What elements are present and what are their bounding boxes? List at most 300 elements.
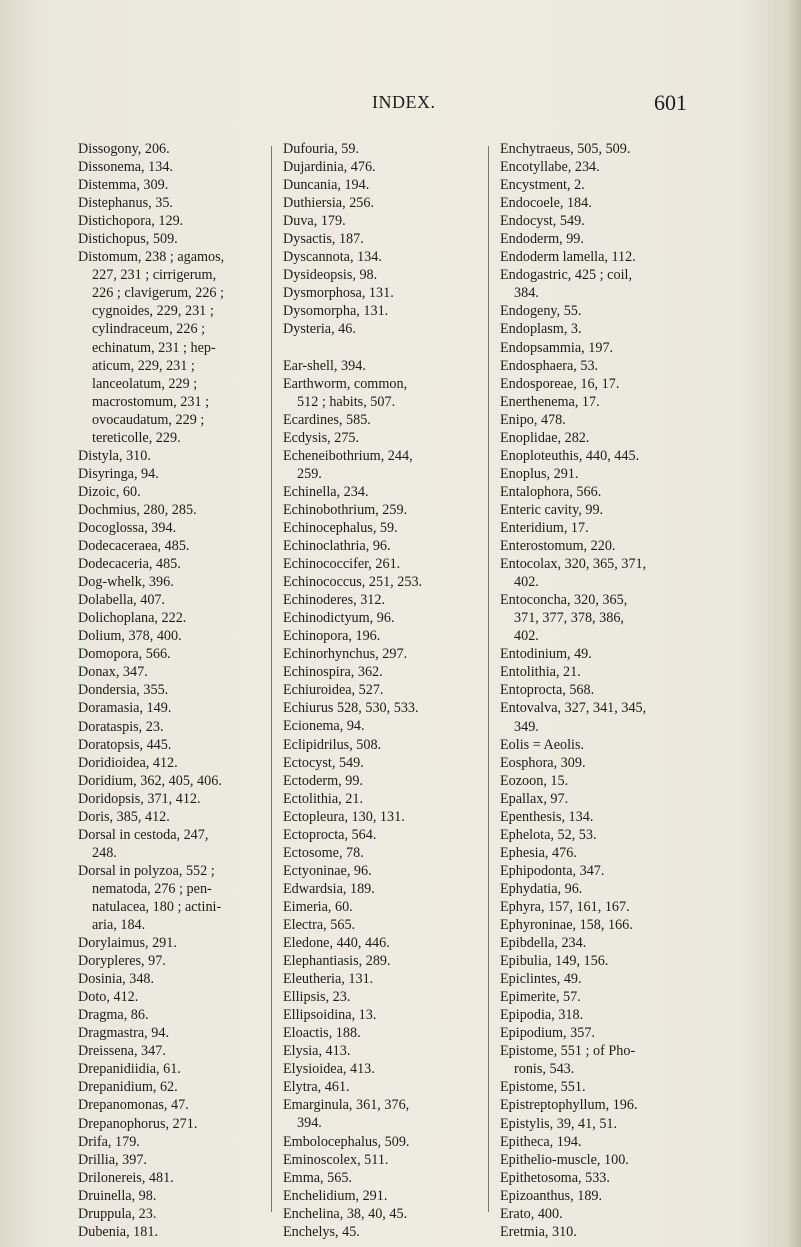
- index-entry-continuation: ovocaudatum, 229 ;: [92, 411, 205, 428]
- index-entry-text: Drifa, 179.: [78, 1133, 140, 1150]
- index-entry: [283, 826, 469, 844]
- index-entry-text: Echinopora, 196.: [283, 628, 381, 645]
- index-entry-text: Elysia, 413.: [283, 1043, 351, 1060]
- index-entry-text: Echiuroidea, 527.: [283, 682, 384, 699]
- index-entry: [500, 862, 686, 880]
- index-entry: [78, 212, 260, 230]
- running-title: INDEX.: [372, 92, 436, 112]
- index-column-2: [283, 140, 469, 1240]
- index-entry-text: Elephantiasis, 289.: [283, 953, 391, 970]
- index-entry: [78, 970, 260, 988]
- index-entry: [283, 952, 469, 970]
- index-entry-text: Epistome, 551 ; of Pho-: [500, 1043, 636, 1060]
- index-entry-text: Ecionema, 94.: [283, 718, 365, 735]
- index-entry-text: Disyringa, 94.: [78, 465, 159, 482]
- index-entry-continuation: 259.: [297, 465, 322, 482]
- index-entry: [500, 826, 686, 844]
- index-entry-text: Docoglossa, 394.: [78, 519, 177, 536]
- index-entry-text: Ear-shell, 394.: [283, 357, 366, 374]
- index-entry-text: Eolis = Aeolis.: [500, 736, 585, 753]
- index-entry-text: Echinospira, 362.: [283, 664, 383, 681]
- index-entry-text: Epitheca, 194.: [500, 1133, 582, 1150]
- index-entry-continuation: 248.: [92, 844, 117, 861]
- index-entry: [500, 501, 686, 519]
- index-entry-text: Ectoprocta, 564.: [283, 826, 377, 843]
- index-entry-text: Endopsammia, 197.: [500, 339, 614, 356]
- index-entry: [283, 681, 469, 699]
- index-entry: [500, 1024, 686, 1042]
- index-entry: [500, 357, 686, 375]
- index-entry: [500, 988, 686, 1006]
- index-entry: [500, 1205, 686, 1223]
- index-entry: [283, 357, 469, 375]
- index-entry: [78, 248, 260, 447]
- index-entry: [78, 663, 260, 681]
- index-entry-text: Endocoele, 184.: [500, 195, 592, 212]
- index-entry: [500, 790, 686, 808]
- index-entry-text: Eosphora, 309.: [500, 754, 586, 771]
- index-entry-text: Distomum, 238 ; agamos,: [78, 249, 225, 266]
- index-entry-text: Duncania, 194.: [283, 177, 370, 194]
- index-entry-text: Dissogony, 206.: [78, 141, 170, 157]
- section-gap: [283, 339, 469, 357]
- index-entry-text: Ectosome, 78.: [283, 844, 364, 861]
- index-entry-text: Epibulia, 149, 156.: [500, 953, 609, 970]
- index-entry-text: Entodinium, 49.: [500, 646, 592, 663]
- index-entry-text: Endoderm lamella, 112.: [500, 249, 636, 266]
- index-entry-text: Dolium, 378, 400.: [78, 628, 182, 645]
- index-entry: [78, 627, 260, 645]
- index-entry-text: Endosphaera, 53.: [500, 357, 599, 374]
- index-entry: [78, 754, 260, 772]
- index-entry: [283, 717, 469, 735]
- page-header: [0, 92, 801, 120]
- index-entry: [78, 645, 260, 663]
- index-entry: [283, 772, 469, 790]
- index-entry-text: Ectoderm, 99.: [283, 772, 363, 789]
- index-entry: [78, 1042, 260, 1060]
- index-entry-text: Entocolax, 320, 365, 371,: [500, 556, 647, 573]
- index-entry: [78, 591, 260, 609]
- index-entry-text: Enchelys, 45.: [283, 1223, 360, 1240]
- index-entry: [78, 1169, 260, 1187]
- index-entry-text: Epizoanthus, 189.: [500, 1187, 603, 1204]
- index-entry-text: Entalophora, 566.: [500, 483, 602, 500]
- index-entry: [500, 880, 686, 898]
- index-entry-text: Dysteria, 46.: [283, 321, 356, 338]
- index-entry: [78, 1096, 260, 1114]
- index-entry-text: Encotyllabe, 234.: [500, 159, 600, 176]
- index-entry: [78, 808, 260, 826]
- index-entry-text: Ectyoninae, 96.: [283, 862, 372, 879]
- index-entry: [500, 808, 686, 826]
- index-entry-text: Distemma, 309.: [78, 177, 169, 194]
- index-entry-continuation: 394.: [297, 1115, 322, 1132]
- index-entry: [283, 699, 469, 717]
- index-entry-text: Endoderm, 99.: [500, 231, 584, 248]
- index-entry: [500, 1187, 686, 1205]
- index-entry: [500, 339, 686, 357]
- index-entry: [500, 1096, 686, 1114]
- index-entry-continuation: macrostomum, 231 ;: [92, 393, 210, 410]
- index-entry-text: Drilonereis, 481.: [78, 1169, 174, 1186]
- index-entry: [283, 230, 469, 248]
- index-column-1: [78, 140, 260, 1240]
- index-entry-continuation: nematoda, 276 ; pen-: [92, 880, 212, 897]
- index-entry-text: Ephipodonta, 347.: [500, 862, 605, 879]
- index-entry-text: Ectolithia, 21.: [283, 790, 363, 807]
- index-entry: [78, 1078, 260, 1096]
- index-entry-text: Dosinia, 348.: [78, 971, 155, 988]
- index-entry: [500, 1151, 686, 1169]
- index-entry: [283, 663, 469, 681]
- index-entry: [283, 519, 469, 537]
- index-entry: [500, 754, 686, 772]
- index-entry-text: Dufouria, 59.: [283, 141, 360, 157]
- index-entry: [500, 1223, 686, 1241]
- index-entry: [78, 573, 260, 591]
- index-entry: [500, 140, 686, 158]
- index-entry: [283, 1169, 469, 1187]
- index-entry: [283, 248, 469, 266]
- index-entry: [283, 1151, 469, 1169]
- index-entry-text: Enerthenema, 17.: [500, 393, 600, 410]
- index-entry: [283, 1078, 469, 1096]
- index-entry: [500, 302, 686, 320]
- index-entry-text: Dissonema, 134.: [78, 159, 173, 176]
- index-entry: [500, 916, 686, 934]
- index-entry: [78, 1187, 260, 1205]
- index-entry: [78, 718, 260, 736]
- index-entry: [500, 699, 686, 735]
- index-entry: [500, 447, 686, 465]
- index-entry-text: Domopora, 566.: [78, 646, 171, 663]
- index-entry: [78, 736, 260, 754]
- index-entry: [283, 284, 469, 302]
- index-entry-continuation: 512 ; habits, 507.: [297, 393, 396, 410]
- index-entry: [500, 681, 686, 699]
- index-entry-text: Ephyra, 157, 161, 167.: [500, 898, 630, 915]
- index-entry-text: Doris, 385, 412.: [78, 808, 170, 825]
- index-entry-text: Epipodium, 357.: [500, 1025, 595, 1042]
- index-entry: [500, 591, 686, 645]
- index-entry: [283, 1223, 469, 1241]
- index-entry-continuation: aria, 184.: [92, 917, 146, 934]
- index-entry-continuation: 349.: [514, 718, 539, 735]
- index-entry: [500, 645, 686, 663]
- index-entry-text: Dolichoplana, 222.: [78, 610, 187, 627]
- index-entry-continuation: 402.: [514, 574, 539, 591]
- index-entry-text: Emma, 565.: [283, 1169, 352, 1186]
- index-entry: [500, 483, 686, 501]
- index-entry-text: Echeneibothrium, 244,: [283, 447, 413, 464]
- index-columns: [78, 140, 758, 1240]
- index-entry: [283, 375, 469, 411]
- index-entry-text: Epithetosoma, 533.: [500, 1169, 610, 1186]
- index-entry: [283, 1133, 469, 1151]
- index-entry: [283, 970, 469, 988]
- index-entry-text: Endocyst, 549.: [500, 213, 585, 230]
- index-entry: [78, 140, 260, 158]
- index-entry: [78, 609, 260, 627]
- index-entry-text: Embolocephalus, 509.: [283, 1133, 410, 1150]
- index-entry: [283, 1024, 469, 1042]
- index-entry-text: Doratopsis, 445.: [78, 736, 172, 753]
- index-entry-text: Epithelio-muscle, 100.: [500, 1151, 629, 1168]
- index-entry-text: Epallax, 97.: [500, 790, 569, 807]
- index-entry-continuation: 226 ; clavigerum, 226 ;: [92, 285, 224, 302]
- index-entry-text: Entovalva, 327, 341, 345,: [500, 700, 647, 717]
- index-entry-text: Dizoic, 60.: [78, 483, 141, 500]
- index-entry: [283, 447, 469, 483]
- index-entry-text: Dysomorpha, 131.: [283, 303, 389, 320]
- index-entry-text: Echinella, 234.: [283, 483, 369, 500]
- index-entry: [500, 176, 686, 194]
- index-entry: [500, 411, 686, 429]
- index-entry-text: Ephesia, 476.: [500, 844, 577, 861]
- index-entry-text: Drillia, 397.: [78, 1151, 147, 1168]
- index-entry-text: Echinocephalus, 59.: [283, 519, 398, 536]
- index-entry: [283, 573, 469, 591]
- index-entry: [500, 266, 686, 302]
- index-entry-continuation: lanceolatum, 229 ;: [92, 375, 198, 392]
- index-entry-text: Distichopus, 509.: [78, 231, 178, 248]
- index-entry-text: Dyscannota, 134.: [283, 249, 382, 266]
- index-entry: [283, 736, 469, 754]
- index-entry-text: Enoplidae, 282.: [500, 429, 590, 446]
- index-entry-text: Entoconcha, 320, 365,: [500, 592, 628, 609]
- index-entry-text: Ellipsis, 23.: [283, 989, 351, 1006]
- index-entry-text: Echinobothrium, 259.: [283, 501, 408, 518]
- index-entry: [78, 194, 260, 212]
- index-entry: [283, 880, 469, 898]
- index-entry-text: Earthworm, common,: [283, 375, 408, 392]
- index-entry: [500, 1078, 686, 1096]
- index-entry-text: Enoplus, 291.: [500, 465, 579, 482]
- index-entry-text: Eleutheria, 131.: [283, 971, 374, 988]
- index-entry: [283, 862, 469, 880]
- index-entry-text: Ephydatia, 96.: [500, 880, 583, 897]
- index-entry-continuation: 402.: [514, 628, 539, 645]
- index-entry-text: Dujardinia, 476.: [283, 159, 376, 176]
- index-entry: [78, 1205, 260, 1223]
- index-entry: [500, 248, 686, 266]
- index-entry: [500, 736, 686, 754]
- index-entry: [78, 483, 260, 501]
- index-entry-text: Dreissena, 347.: [78, 1043, 166, 1060]
- index-entry: [500, 519, 686, 537]
- index-entry: [283, 411, 469, 429]
- index-entry: [500, 970, 686, 988]
- index-entry: [500, 393, 686, 411]
- index-entry-text: Dog-whelk, 396.: [78, 574, 174, 591]
- index-entry-text: Dolabella, 407.: [78, 592, 166, 609]
- index-entry-text: Doramasia, 149.: [78, 700, 172, 717]
- index-entry-text: Enteric cavity, 99.: [500, 501, 604, 518]
- index-entry: [283, 501, 469, 519]
- index-entry-continuation: cylindraceum, 226 ;: [92, 321, 206, 338]
- index-entry: [500, 952, 686, 970]
- index-entry-text: Erato, 400.: [500, 1205, 563, 1222]
- index-entry-text: Donax, 347.: [78, 664, 148, 681]
- index-entry-text: Dysactis, 187.: [283, 231, 364, 248]
- index-entry: [500, 934, 686, 952]
- index-entry-text: Doto, 412.: [78, 989, 139, 1006]
- index-entry-text: Echinodictyum, 96.: [283, 610, 395, 627]
- index-entry-text: Epipodia, 318.: [500, 1007, 584, 1024]
- index-entry: [283, 1006, 469, 1024]
- index-entry-text: Epistreptophyllum, 196.: [500, 1097, 638, 1114]
- index-entry-text: Dondersia, 355.: [78, 682, 169, 699]
- index-entry-text: Dragmastra, 94.: [78, 1025, 170, 1042]
- index-entry: [283, 320, 469, 338]
- index-entry-text: Eminoscolex, 511.: [283, 1151, 389, 1168]
- index-entry: [78, 1151, 260, 1169]
- index-entry-text: Enteridium, 17.: [500, 519, 589, 536]
- index-entry-continuation: 371, 377, 378, 386,: [514, 610, 624, 627]
- index-entry-text: Dorsal in cestoda, 247,: [78, 826, 209, 843]
- index-entry: [78, 519, 260, 537]
- index-entry-text: Ephelota, 52, 53.: [500, 826, 597, 843]
- index-entry: [283, 555, 469, 573]
- index-entry: [500, 230, 686, 248]
- index-entry-text: Drepanidium, 62.: [78, 1079, 178, 1096]
- index-entry: [78, 681, 260, 699]
- index-entry: [500, 537, 686, 555]
- index-entry-continuation: 384.: [514, 285, 539, 302]
- index-entry-text: Echinococcifer, 261.: [283, 556, 401, 573]
- index-entry-text: Endogeny, 55.: [500, 303, 582, 320]
- index-entry: [283, 754, 469, 772]
- index-entry-text: Dysmorphosa, 131.: [283, 285, 394, 302]
- index-entry: [283, 898, 469, 916]
- index-entry: [500, 1006, 686, 1024]
- index-entry: [78, 537, 260, 555]
- index-entry-text: Entoprocta, 568.: [500, 682, 595, 699]
- index-entry: [500, 555, 686, 591]
- index-entry-text: Entolithia, 21.: [500, 664, 581, 681]
- index-entry-continuation: echinatum, 231 ; hep-: [92, 339, 216, 356]
- index-entry: [78, 1115, 260, 1133]
- index-entry-text: Dragma, 86.: [78, 1007, 149, 1024]
- index-entry-text: Dorylaimus, 291.: [78, 935, 177, 952]
- index-entry-text: Edwardsia, 189.: [283, 880, 375, 897]
- page-number: 601: [654, 90, 687, 115]
- index-entry-text: Eozoon, 15.: [500, 772, 569, 789]
- index-entry-text: Echinoclathria, 96.: [283, 537, 391, 554]
- index-entry-continuation: tereticolle, 229.: [92, 429, 181, 446]
- index-entry-text: Druinella, 98.: [78, 1187, 157, 1204]
- index-entry: [283, 266, 469, 284]
- index-entry-text: Endosporeae, 16, 17.: [500, 375, 620, 392]
- index-entry-text: Doridopsis, 371, 412.: [78, 790, 201, 807]
- index-entry-text: Epimerite, 57.: [500, 989, 581, 1006]
- index-entry-text: Dorataspis, 23.: [78, 718, 164, 735]
- index-entry-continuation: ronis, 543.: [514, 1061, 575, 1078]
- index-entry-text: Echiurus 528, 530, 533.: [283, 700, 419, 717]
- index-entry-text: Echinorhynchus, 297.: [283, 646, 408, 663]
- index-entry: [78, 501, 260, 519]
- index-entry-text: Ephyroninae, 158, 166.: [500, 917, 633, 934]
- index-entry-text: Dodecaceria, 485.: [78, 556, 181, 573]
- index-entry-text: Drepanomonas, 47.: [78, 1097, 189, 1114]
- index-entry-text: Ecardines, 585.: [283, 411, 371, 428]
- index-entry: [500, 772, 686, 790]
- index-entry-text: Enipo, 478.: [500, 411, 566, 428]
- index-entry: [500, 1115, 686, 1133]
- index-entry-text: Elytra, 461.: [283, 1079, 350, 1096]
- index-entry: [78, 555, 260, 573]
- index-entry: [78, 952, 260, 970]
- index-entry: [283, 808, 469, 826]
- index-entry: [78, 1223, 260, 1241]
- index-entry-text: Dochmius, 280, 285.: [78, 501, 197, 518]
- index-entry-text: Epiclintes, 49.: [500, 971, 582, 988]
- index-entry: [283, 158, 469, 176]
- index-entry: [283, 1042, 469, 1060]
- index-entry-text: Ecdysis, 275.: [283, 429, 360, 446]
- index-entry: [78, 934, 260, 952]
- index-entry: [500, 898, 686, 916]
- index-entry: [283, 483, 469, 501]
- index-entry: [78, 826, 260, 862]
- index-entry: [500, 375, 686, 393]
- index-entry-text: Eledone, 440, 446.: [283, 935, 390, 952]
- index-entry: [283, 140, 469, 158]
- index-entry: [500, 1133, 686, 1151]
- index-entry: [500, 194, 686, 212]
- index-entry-text: Dorypleres, 97.: [78, 953, 166, 970]
- index-entry: [78, 1024, 260, 1042]
- index-entry-text: Ectopleura, 130, 131.: [283, 808, 405, 825]
- index-entry-text: Distyla, 310.: [78, 447, 151, 464]
- index-entry: [283, 988, 469, 1006]
- index-entry-text: Enchelidium, 291.: [283, 1187, 388, 1204]
- index-entry-text: Enchelina, 38, 40, 45.: [283, 1205, 408, 1222]
- index-entry: [283, 537, 469, 555]
- index-entry: [78, 230, 260, 248]
- index-entry: [500, 212, 686, 230]
- index-entry-text: Epistylis, 39, 41, 51.: [500, 1115, 618, 1132]
- index-entry-text: Endoplasm, 3.: [500, 321, 582, 338]
- index-entry: [283, 591, 469, 609]
- index-entry-text: Echinococcus, 251, 253.: [283, 574, 423, 591]
- index-entry: [78, 862, 260, 934]
- index-entry: [78, 1006, 260, 1024]
- index-entry-text: Distichopora, 129.: [78, 213, 184, 230]
- index-entry-text: Eloactis, 188.: [283, 1025, 361, 1042]
- index-entry-text: Druppula, 23.: [78, 1205, 157, 1222]
- index-entry: [500, 158, 686, 176]
- index-entry: [283, 1060, 469, 1078]
- index-entry-text: Dodecaceraea, 485.: [78, 538, 190, 555]
- index-entry-text: Eretmia, 310.: [500, 1223, 577, 1240]
- index-entry-text: Echinoderes, 312.: [283, 592, 386, 609]
- index-entry: [283, 916, 469, 934]
- index-entry-text: Eclipidrilus, 508.: [283, 736, 382, 753]
- index-entry-text: Doridium, 362, 405, 406.: [78, 772, 222, 789]
- index-entry-continuation: aticum, 229, 231 ;: [92, 357, 195, 374]
- index-entry: [283, 645, 469, 663]
- index-entry: [283, 1205, 469, 1223]
- index-entry: [283, 844, 469, 862]
- index-entry: [500, 429, 686, 447]
- index-entry-text: Enoploteuthis, 440, 445.: [500, 447, 640, 464]
- index-entry: [283, 194, 469, 212]
- index-entry: [78, 176, 260, 194]
- index-entry: [283, 1096, 469, 1132]
- index-entry: [78, 1060, 260, 1078]
